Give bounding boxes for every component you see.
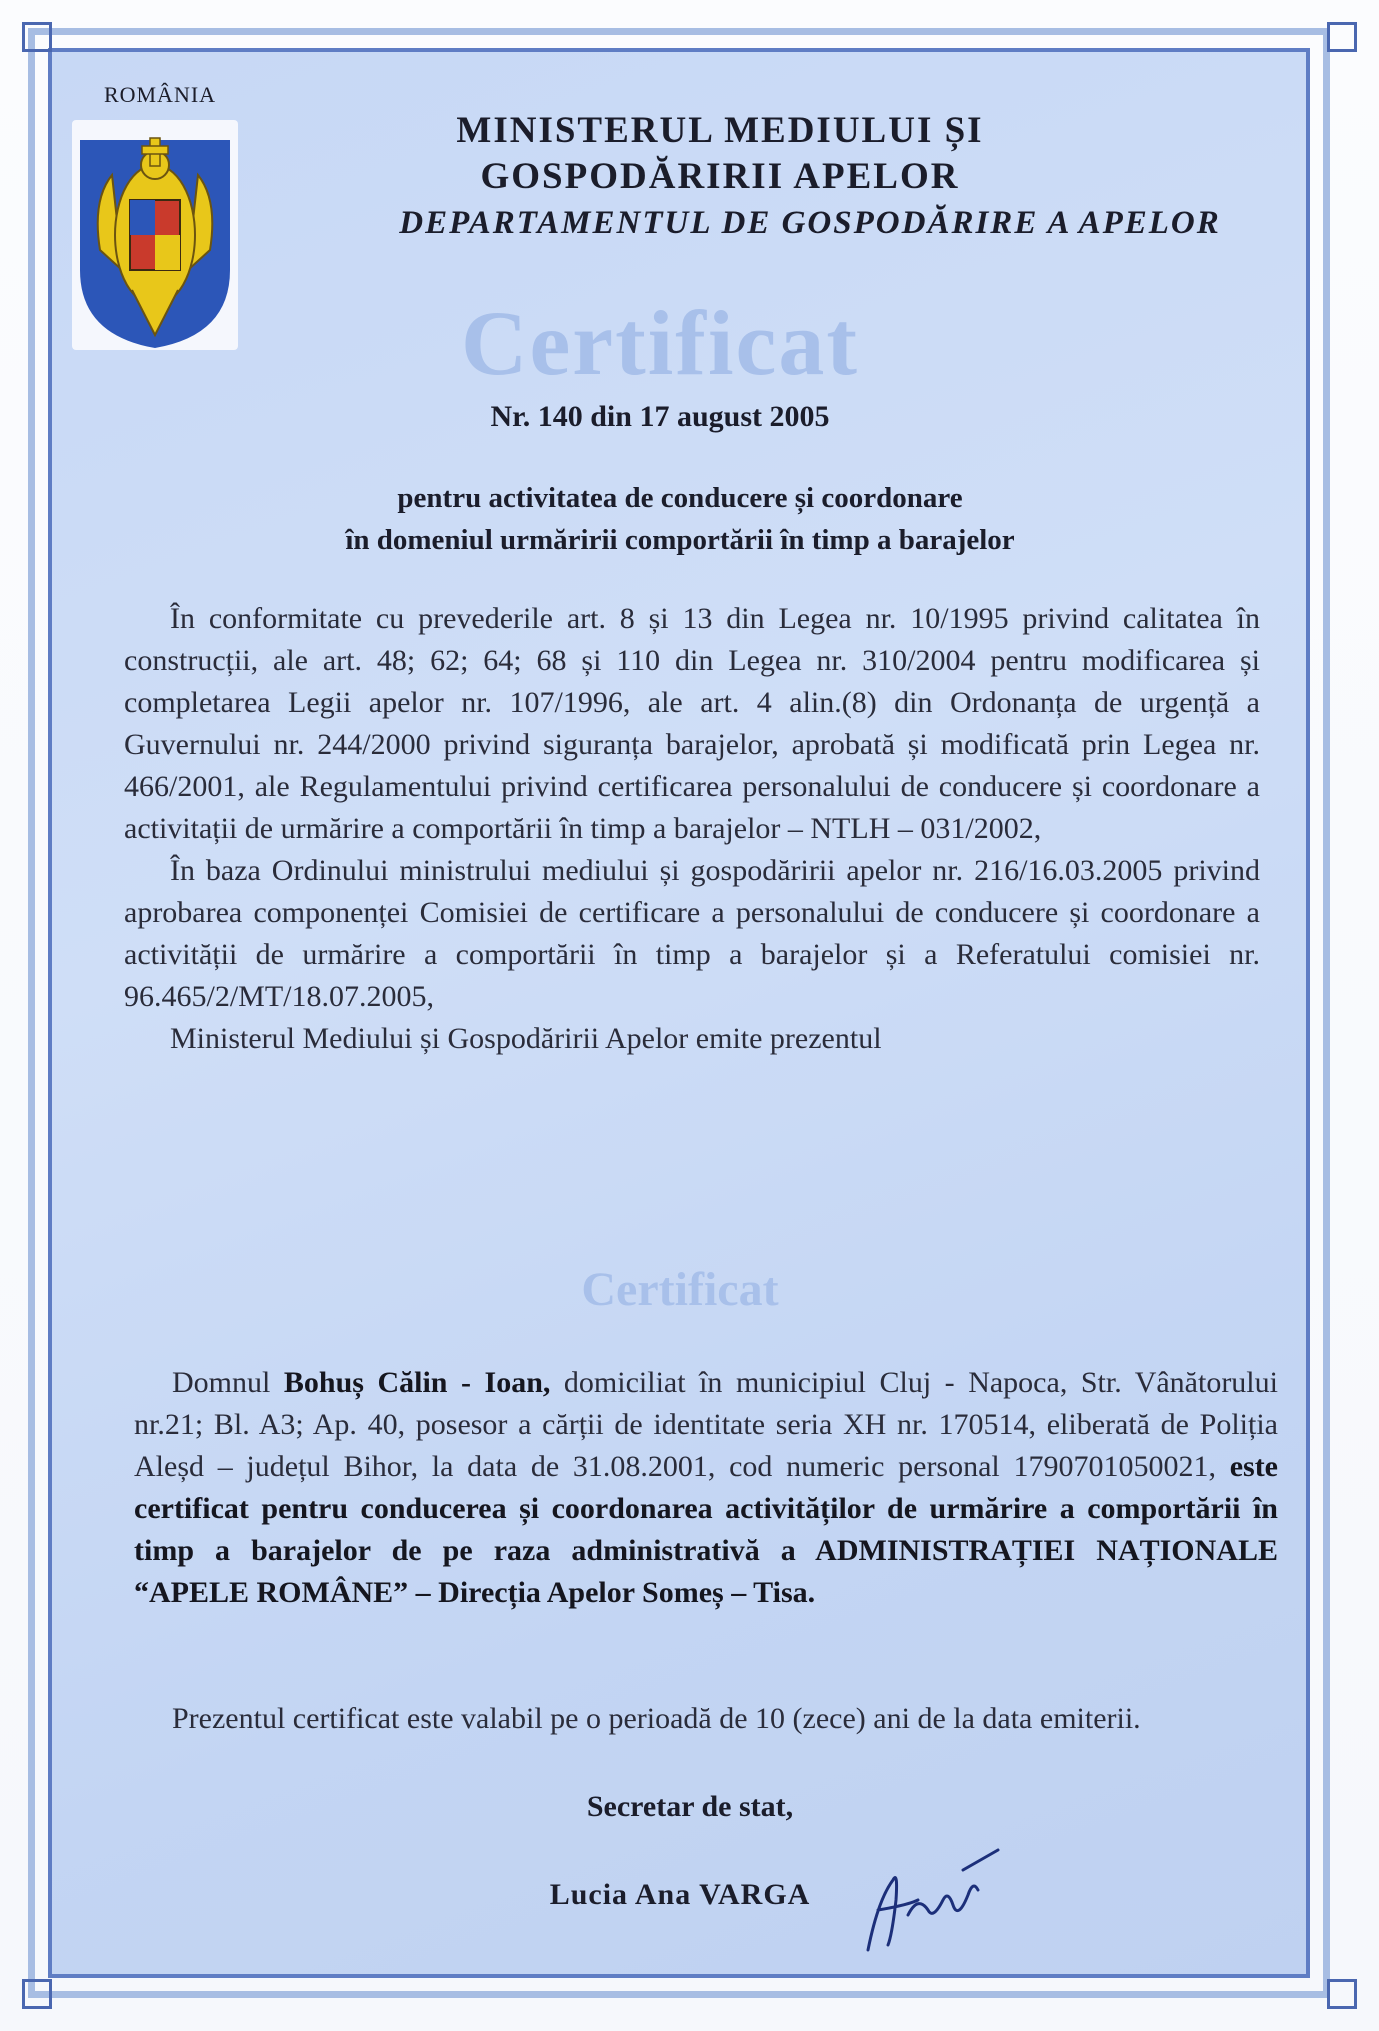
certificate-title: Certificat [461, 292, 859, 394]
validity-paragraph [134, 1698, 1278, 1740]
signatory-role: Secretar de stat, [586, 1790, 794, 1823]
certificate-heading: Certificat [581, 1263, 779, 1316]
certificate-number: Nr. 140 din 17 august 2005 [490, 400, 830, 433]
corner-ornament [1327, 1979, 1357, 2009]
legal-paragraph-1: În conformitate cu prevederile art. 8 și 13 din Legea nr. 10/1995 privind calitatea în construcții, ale art. 48; 62; 64; 68 și 110 din Legea nr. 310/2004 pentru modificarea și completarea Legii apelor nr. 107/1996, ale art. 4 alin.(8) din Ordonanța de urgență a Guvernului nr. 244/2000 privind siguranța barajelor, aprobată și modificată prin Legea nr. 466/2001, ale Regulamentului privind certificarea personalului de conducere și coordonare a activitații de urmărire a comportării în timp a barajelor – NTLH – 031/2002, [124, 602, 1260, 845]
recipient-details: domiciliat în municipiul Cluj - Napoca, Str. Vânătorului nr.21; Bl. A3; Ap. 40, posesor a cărții de identitate seria XH nr. 170514, eliberată de Poliția Aleșd – județul Bihor, la data de 31.08.2001, cod numeric personal 1790701050021, [134, 1366, 1278, 1483]
signatory-name: Lucia Ana VARGA [549, 1878, 811, 1911]
subtitle-line2: în domeniul urmăririi comportării în timp a barajelor [345, 524, 1015, 556]
issuer-header [360, 108, 1260, 246]
corner-ornament [22, 22, 52, 52]
legal-paragraph-2: În baza Ordinului ministrului mediului și gospodăririi apelor nr. 216/16.03.2005 privind aprobarea componenței Comisiei de certificare a personalului de conducere și coordonare a activității de urmărire a comportării în timp a barajelor și a Referatului comisiei nr. 96.465/2/MT/18.07.2005, [124, 854, 1260, 1013]
department-name: DEPARTAMENTUL DE GOSPODĂRIRE A APELOR [399, 205, 1221, 241]
certificate-subtitle [180, 477, 1180, 561]
corner-ornament [22, 1979, 52, 2009]
country-label: ROMÂNIA [103, 82, 217, 107]
corner-ornament [1327, 22, 1357, 52]
recipient-paragraph [134, 1362, 1278, 1614]
ministry-name-line1: MINISTERUL MEDIULUI ȘI [456, 110, 984, 151]
certification-statement: este certificat pentru conducerea și coordonarea activităților de urmărire a comportării în timp a barajelor de pe raza administrativă a ADMINISTRAȚIEI NAȚIONALE “APELE ROMÂNE” – Direcția Apelor Someș – Tisa. [134, 1450, 1278, 1609]
subtitle-line1: pentru activitatea de conducere și coordonare [397, 482, 963, 514]
recipient-prefix: Domnul [172, 1366, 284, 1399]
legal-basis-text [124, 598, 1260, 1060]
validity-text: Prezentul certificat este valabil pe o perioadă de 10 (zece) ani de la data emiterii. [172, 1702, 1141, 1735]
recipient-name: Bohuș Călin - Ioan, [283, 1366, 551, 1399]
ministry-name-line2: GOSPODĂRIRII APELOR [480, 156, 960, 197]
handwritten-signature [848, 1840, 1008, 1960]
legal-paragraph-3: Ministerul Mediului și Gospodăririi Apelor emite prezentul [170, 1022, 882, 1055]
